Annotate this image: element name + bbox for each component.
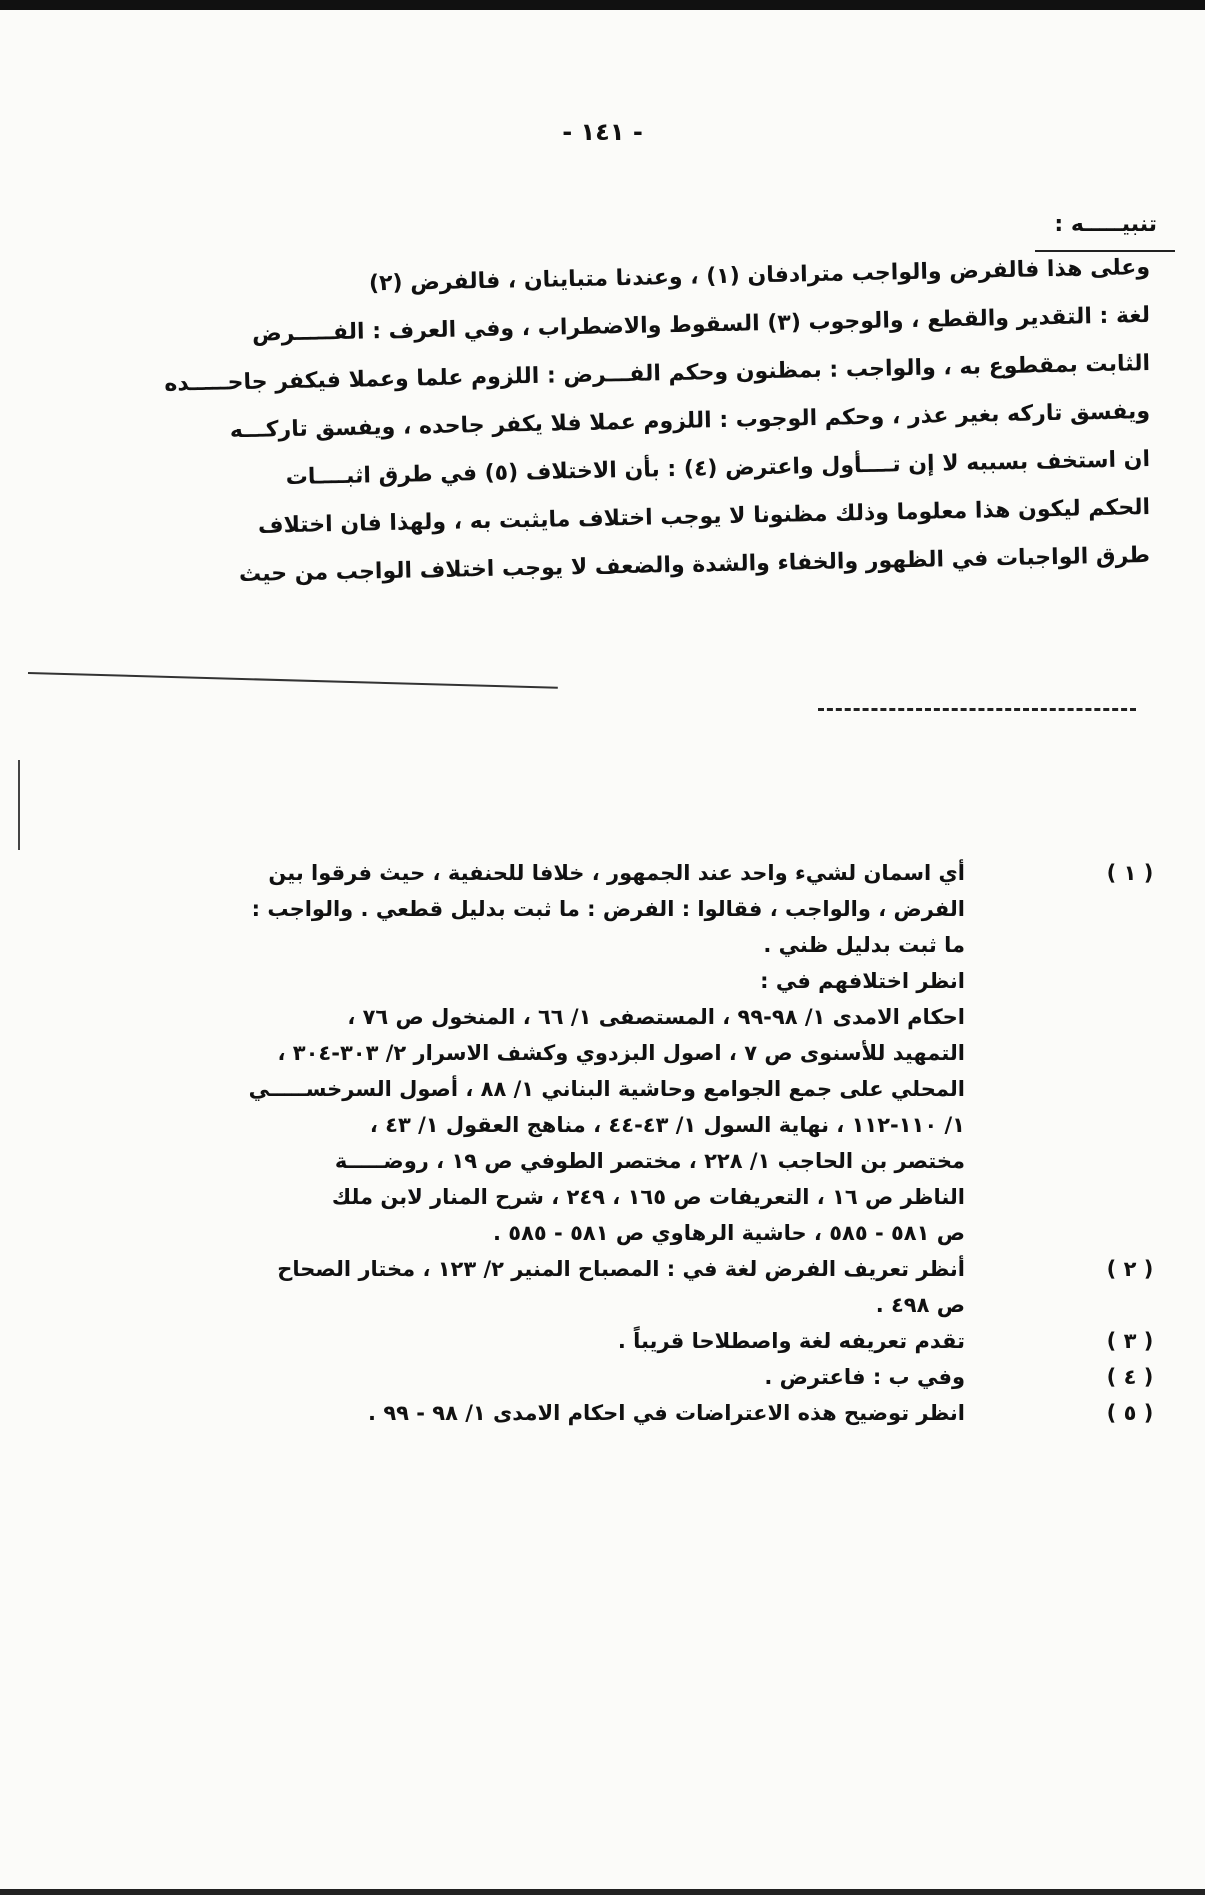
footnote-line: ص ٥٨١ - ٥٨٥ ، حاشية الرهاوي ص ٥٨١ - ٥٨٥ .: [492, 1221, 965, 1245]
footnote-4: [145, 1359, 1154, 1395]
bottom-scan-border: [0, 1889, 1205, 1895]
body-line: ويفسق تاركه بغير عذر ، وحكم الوجوب : اللزوم عملا فلا يكفر جاحده ، ويفسق تاركـــه: [229, 399, 1151, 444]
footnote-line: التمهيد للأسنوى ص ٧ ، اصول البزدوي وكشف الاسرار ٢/ ٣٠٣-٣٠٤ ،: [277, 1041, 965, 1065]
footnote-divider: [28, 672, 558, 689]
footnote-line: ١/ ١١٠-١١٢ ، نهاية السول ١/ ٤٣-٤٤ ، مناهج العقول ١/ ٤٣ ،: [369, 1113, 965, 1137]
footnote-line: أي اسمان لشيء واحد عند الجمهور ، خلافا للحنفية ، حيث فرقوا بين: [268, 861, 965, 885]
footnote-number: ( ١ ): [1106, 861, 1154, 885]
footnote-line: انظر اختلافهم في :: [760, 969, 965, 993]
footnote-2: [145, 1251, 1154, 1323]
footnote-1: [145, 855, 1154, 1251]
body-line: طرق الواجبات في الظهور والخفاء والشدة والضعف لا يوجب اختلاف الواجب من حيث: [238, 543, 1151, 588]
footnote-number: ( ٣ ): [1106, 1329, 1154, 1353]
footnote-line: انظر توضيح هذه الاعتراضات في احكام الامدى ١/ ٩٨ - ٩٩ .: [368, 1401, 965, 1425]
footnote-number: ( ٢ ): [1106, 1257, 1154, 1281]
section-heading: تنبيـــــه :: [1054, 212, 1157, 237]
footnote-line: المحلي على جمع الجوامع وحاشية البناني ١/ ٨٨ ، أصول السرخســـــي: [248, 1077, 965, 1101]
footnote-line: احكام الامدى ١/ ٩٨-٩٩ ، المستصفى ١/ ٦٦ ، المنخول ص ٧٦ ،: [347, 1005, 965, 1029]
top-scan-border: [0, 0, 1205, 10]
dashed-separator: [818, 708, 1136, 711]
footnote-line: مختصر بن الحاجب ١/ ٢٢٨ ، مختصر الطوفي ص ١٩ ، روضـــــة: [334, 1149, 965, 1173]
footnote-line: ص ٤٩٨ .: [875, 1293, 965, 1317]
scan-margin-mark: [18, 760, 20, 850]
footnote-line: تقدم تعريفه لغة واصطلاحا قريباً .: [617, 1329, 965, 1353]
body-line: وعلى هذا فالفرض والواجب مترادفان (١) ، وعندنا متباينان ، فالفرض (٢): [368, 255, 1151, 297]
footnote-number: ( ٥ ): [1106, 1401, 1154, 1425]
body-line: الحكم ليكون هذا معلوما وذلك مظنونا لا يوجب اختلاف مايثبت به ، ولهذا فان اختلاف: [257, 495, 1151, 539]
footnote-line: الفرض ، والواجب ، فقالوا : الفرض : ما ثبت بدليل قطعي . والواجب :: [251, 897, 965, 921]
footnote-5: [145, 1395, 1154, 1431]
footnote-line: ما ثبت بدليل ظني .: [763, 933, 965, 957]
footnote-line: وفي ب : فاعترض .: [764, 1365, 965, 1389]
main-text: [160, 244, 1151, 588]
footnote-line: الناظر ص ١٦ ، التعريفات ص ١٦٥ ، ٢٤٩ ، شرح المنار لابن ملك: [331, 1185, 965, 1209]
body-line: الثابت بمقطوع به ، والواجب : بمظنون وحكم الفـــرض : اللزوم علما وعملا فيكفر جاحـــــده: [164, 351, 1151, 397]
footnote-number: ( ٤ ): [1106, 1365, 1154, 1389]
body-line: ان استخف بسببه لا إن تــــأول واعترض (٤) : بأن الاختلاف (٥) في طرق اثبــــات: [285, 447, 1151, 491]
footnote-3: [145, 1323, 1154, 1359]
body-line: لغة : التقدير والقطع ، والوجوب (٣) السقوط والاضطراب ، وفي العرف : الفـــــرض: [251, 303, 1151, 347]
footnotes: [145, 855, 1154, 1431]
page-number: - ١٤١ -: [562, 118, 643, 146]
footnote-line: أنظر تعريف الفرض لغة في : المصباح المنير ٢/ ١٢٣ ، مختار الصحاح: [277, 1257, 965, 1281]
